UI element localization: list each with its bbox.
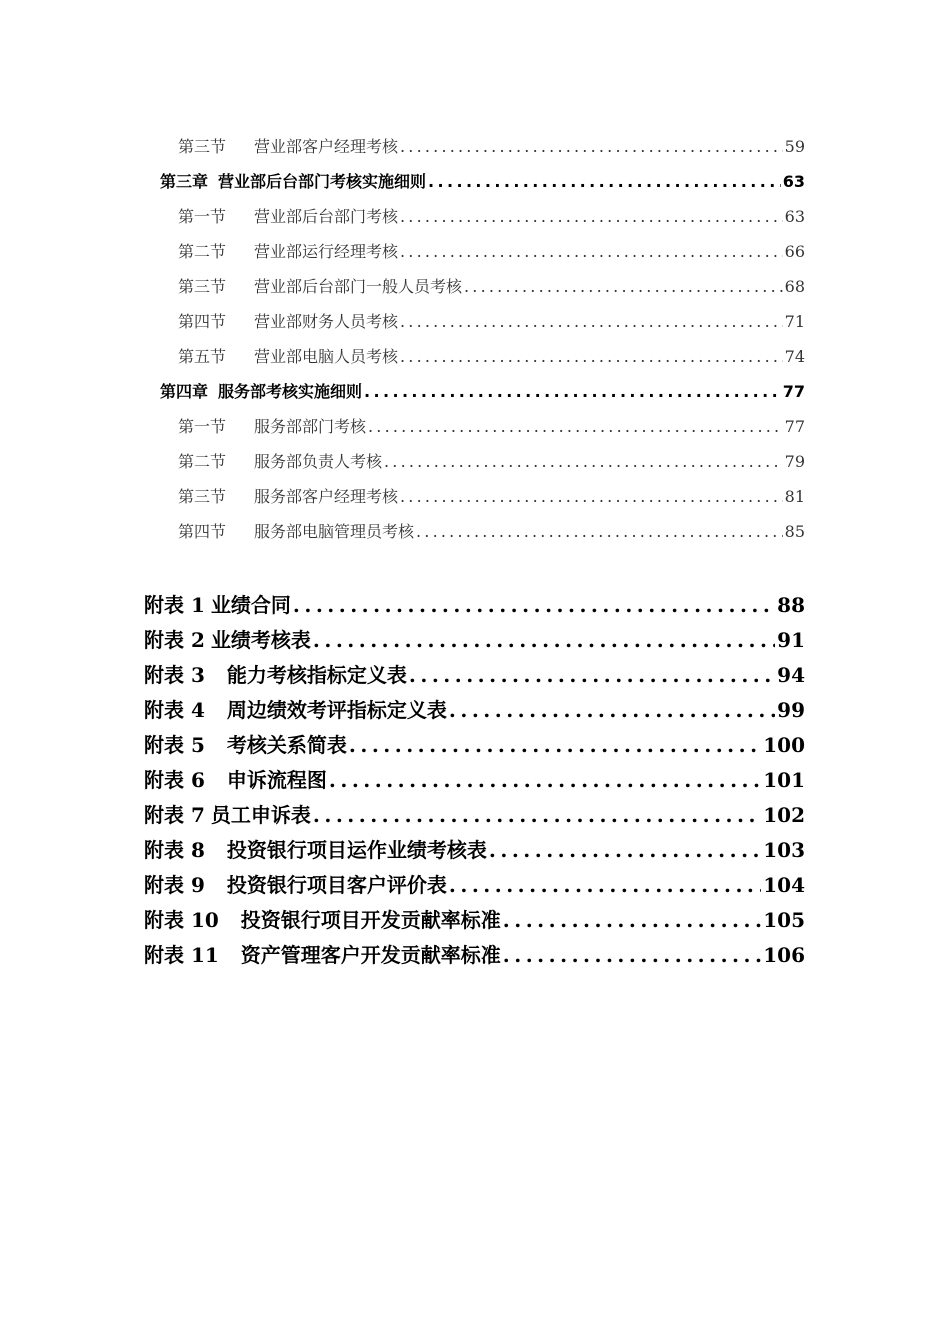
toc-entry-page: 59 bbox=[784, 137, 805, 156]
dot-leader bbox=[329, 768, 761, 792]
appendix-page: 101 bbox=[763, 768, 805, 792]
appendix-number: 附表 10 bbox=[144, 908, 219, 932]
dot-leader bbox=[400, 207, 783, 226]
dot-leader bbox=[400, 137, 783, 156]
toc-entry-number: 第二节 bbox=[178, 452, 227, 471]
toc-entry[interactable] bbox=[178, 309, 805, 339]
appendix-number: 附表 7 bbox=[144, 803, 205, 827]
dot-leader bbox=[313, 628, 775, 652]
dot-leader bbox=[400, 242, 783, 261]
toc-chapter-entry[interactable] bbox=[160, 379, 805, 409]
toc-chapter-number: 第四章 bbox=[160, 382, 209, 401]
toc-entry-number: 第三节 bbox=[178, 137, 227, 156]
toc-entry-title: 营业部运行经理考核 bbox=[254, 242, 399, 261]
appendix-title: 资产管理客户开发贡献率标准 bbox=[240, 943, 501, 967]
dot-leader bbox=[313, 803, 761, 827]
toc-entry-title: 服务部客户经理考核 bbox=[254, 487, 399, 506]
dot-leader bbox=[449, 873, 761, 897]
toc-appendix-entry[interactable] bbox=[144, 694, 805, 728]
dot-leader bbox=[449, 698, 775, 722]
toc-appendix-entry[interactable] bbox=[144, 589, 805, 623]
appendix-number: 附表 3 bbox=[144, 663, 205, 687]
toc-chapter-entry[interactable] bbox=[160, 169, 805, 199]
dot-leader bbox=[400, 347, 783, 366]
toc-entry-number: 第四节 bbox=[178, 522, 227, 541]
toc-entry-page: 81 bbox=[784, 487, 805, 506]
toc-entry[interactable] bbox=[178, 239, 805, 269]
toc-entry-number: 第四节 bbox=[178, 312, 227, 331]
toc-entry[interactable] bbox=[178, 519, 805, 549]
toc-entry-title: 营业部后台部门一般人员考核 bbox=[254, 277, 463, 296]
toc-entry[interactable] bbox=[178, 274, 805, 304]
toc-entry-page: 68 bbox=[784, 277, 805, 296]
appendix-page: 100 bbox=[763, 733, 805, 757]
toc-entry[interactable] bbox=[178, 204, 805, 234]
toc-entry-page: 63 bbox=[784, 207, 805, 226]
appendix-title: 考核关系简表 bbox=[226, 733, 347, 757]
toc-entry-number: 第一节 bbox=[178, 417, 227, 436]
dot-leader bbox=[293, 593, 775, 617]
appendix-title: 投资银行项目客户评价表 bbox=[226, 873, 447, 897]
appendix-page: 88 bbox=[777, 593, 805, 617]
toc-entry-page: 74 bbox=[784, 347, 805, 366]
toc-entry-title: 营业部客户经理考核 bbox=[254, 137, 399, 156]
toc-entry-title: 服务部部门考核 bbox=[254, 417, 367, 436]
dot-leader bbox=[349, 733, 761, 757]
toc-entry-page: 77 bbox=[782, 382, 805, 401]
appendix-page: 105 bbox=[763, 908, 805, 932]
toc-appendix-entry[interactable] bbox=[144, 869, 805, 903]
toc-chapter-number: 第三章 bbox=[160, 172, 209, 191]
toc-entry-title: 服务部电脑管理员考核 bbox=[254, 522, 415, 541]
appendix-page: 102 bbox=[763, 803, 805, 827]
dot-leader bbox=[409, 663, 775, 687]
toc-entry-title: 营业部财务人员考核 bbox=[254, 312, 399, 331]
toc-appendix-entry[interactable] bbox=[144, 904, 805, 938]
dot-leader bbox=[400, 487, 783, 506]
toc-entry-title: 营业部后台部门考核 bbox=[254, 207, 399, 226]
toc-appendix-entry[interactable] bbox=[144, 834, 805, 868]
toc-entry-number: 第三节 bbox=[178, 487, 227, 506]
appendix-page: 104 bbox=[763, 873, 805, 897]
appendix-number: 附表 9 bbox=[144, 873, 205, 897]
appendix-number: 附表 6 bbox=[144, 768, 205, 792]
toc-appendix-entry[interactable] bbox=[144, 659, 805, 693]
dot-leader bbox=[368, 417, 783, 436]
toc-appendix-entry[interactable] bbox=[144, 764, 805, 798]
dot-leader bbox=[503, 943, 761, 967]
toc-entry-number: 第五节 bbox=[178, 347, 227, 366]
appendix-title: 周边绩效考评指标定义表 bbox=[226, 698, 447, 722]
dot-leader bbox=[400, 312, 783, 331]
appendix-number: 附表 4 bbox=[144, 698, 205, 722]
toc-entry-title: 营业部电脑人员考核 bbox=[254, 347, 399, 366]
toc-appendix-entry[interactable] bbox=[144, 729, 805, 763]
dot-leader bbox=[503, 908, 761, 932]
appendix-page: 94 bbox=[777, 663, 805, 687]
appendix-title: 业绩考核表 bbox=[210, 628, 311, 652]
toc-entry-page: 66 bbox=[784, 242, 805, 261]
appendix-title: 投资银行项目运作业绩考核表 bbox=[226, 838, 487, 862]
appendix-page: 99 bbox=[777, 698, 805, 722]
toc-entry-title: 服务部负责人考核 bbox=[254, 452, 383, 471]
toc-entry-number: 第一节 bbox=[178, 207, 227, 226]
appendix-title: 员工申诉表 bbox=[210, 803, 311, 827]
toc-entry-page: 79 bbox=[784, 452, 805, 471]
toc-entry-page: 63 bbox=[782, 172, 805, 191]
appendix-title: 能力考核指标定义表 bbox=[226, 663, 407, 687]
appendix-number: 附表 1 bbox=[144, 593, 205, 617]
toc-appendix-entry[interactable] bbox=[144, 799, 805, 833]
toc-entry-page: 71 bbox=[784, 312, 805, 331]
toc-chapter-title: 服务部考核实施细则 bbox=[218, 382, 363, 401]
dot-leader bbox=[416, 522, 783, 541]
dot-leader bbox=[464, 277, 783, 296]
dot-leader bbox=[384, 452, 783, 471]
toc-entry[interactable] bbox=[178, 414, 805, 444]
appendix-number: 附表 5 bbox=[144, 733, 205, 757]
toc-appendix-entry[interactable] bbox=[144, 939, 805, 973]
dot-leader bbox=[428, 172, 781, 191]
toc-entry[interactable] bbox=[178, 344, 805, 374]
appendix-page: 91 bbox=[777, 628, 805, 652]
toc-entry[interactable] bbox=[178, 484, 805, 514]
appendix-number: 附表 2 bbox=[144, 628, 205, 652]
appendix-number: 附表 8 bbox=[144, 838, 205, 862]
toc-entry-page: 77 bbox=[784, 417, 805, 436]
appendix-title: 申诉流程图 bbox=[226, 768, 327, 792]
appendix-number: 附表 11 bbox=[144, 943, 219, 967]
appendix-page: 106 bbox=[763, 943, 805, 967]
toc-appendix-entry[interactable] bbox=[144, 624, 805, 658]
toc-entry-number: 第二节 bbox=[178, 242, 227, 261]
dot-leader bbox=[364, 382, 781, 401]
toc-entry[interactable] bbox=[178, 134, 805, 164]
appendix-title: 投资银行项目开发贡献率标准 bbox=[240, 908, 501, 932]
dot-leader bbox=[489, 838, 761, 862]
toc-entry-number: 第三节 bbox=[178, 277, 227, 296]
toc-entry-page: 85 bbox=[784, 522, 805, 541]
appendix-title: 业绩合同 bbox=[210, 593, 291, 617]
toc-chapter-title: 营业部后台部门考核实施细则 bbox=[218, 172, 427, 191]
appendix-page: 103 bbox=[763, 838, 805, 862]
toc-entry[interactable] bbox=[178, 449, 805, 479]
